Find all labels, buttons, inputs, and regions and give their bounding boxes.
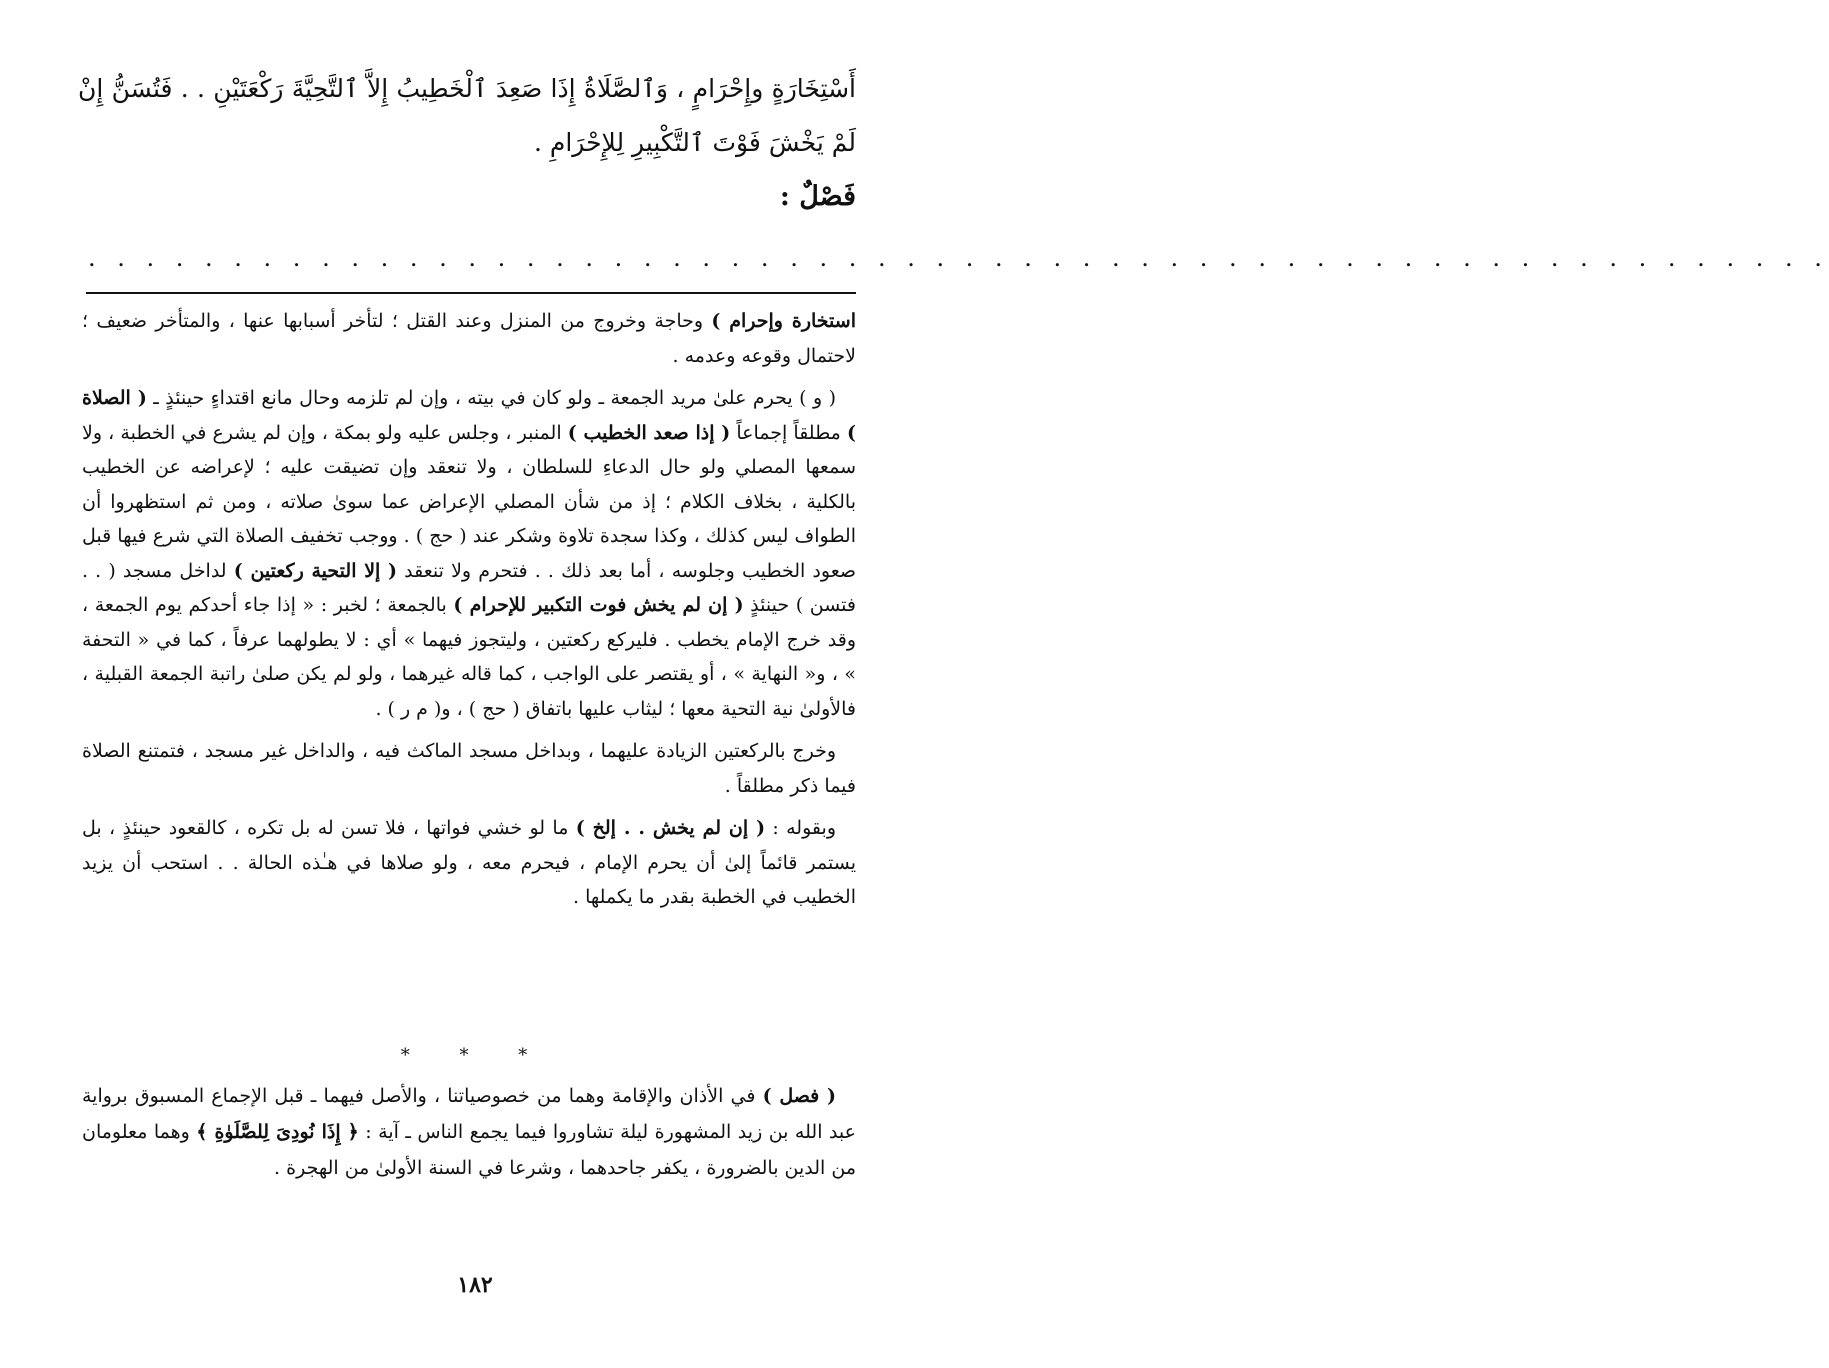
paragraph-text: بالجمعة ؛ لخبر : « إذا جاء أحدكم يوم الجمعة ، وقد خرج الإمام يخطب . فليركع ركعتين ، وليتجوز فيهما » أي : لا يطولهما عرفاً ، كما في « التحفة » ، و« النهاية » ، أو يقتصر على الواجب ، كما قاله غيرهما ، ولو لم يكن صلىٰ راتبة الجمعة القبلية ، فالأولىٰ نية التحية معها ؛ ليثاب عليها باتفاق ( حج ) ، و( م ر ) . (82, 594, 856, 720)
paragraph-text: لداخل مسجد ( . . فتسن ) حينئذٍ (82, 559, 856, 616)
fasl-heading: فَصْلٌ : (779, 181, 856, 212)
paragraph-text: ما لو خشي فواتها ، فلا تسن له بل تكره ، كالقعود حينئذٍ ، بل يستمر قائماً إلىٰ أن يحرم الإمام ، فيحرم معه ، ولو صلاها في هـٰذه الحالة . . استحب أن يزيد الخطيب في الخطبة بقدر ما يكملها . (82, 817, 856, 908)
page-number: ١٨٢ (457, 1272, 493, 1298)
paragraph-text: وحاجة وخروج من المنزل وعند القتل ؛ لتأخر أسبابها عنها ، والمتأخر ضعيف ؛ لاحتمال وقوعه وعدمه . (82, 310, 856, 367)
bold-term: ( الصلاة ) (82, 387, 857, 444)
section-separator-stars: * * * (400, 1045, 550, 1066)
commentary-paragraph (82, 304, 856, 373)
fasl-section (82, 1078, 856, 1186)
fasl-title: ( فصل ) (762, 1085, 836, 1107)
paragraph-text: وهما معلومان من الدين بالضرورة ، يكفر جاحدهما ، وشرعا في السنة الأولىٰ من الهجرة . (82, 1121, 856, 1179)
paragraph-text: مطلقاً إجماعاً (730, 421, 848, 444)
fasl-paragraph (82, 1078, 856, 1186)
bold-term: استخارة وإحرام ) (711, 310, 856, 332)
paragraph-text: المنبر ، وجلس عليه ولو بمكة ، وإن لم يشرع في الخطبة ، ولا سمعها المصلي ولو حال الدعاءِ للسلطان ، ولا تنعقد وإن تضيقت عليه ؛ لإعراضه عن الخطيب بالكلية ، بخلاف الكلام ؛ إذ من شأن المصلي الإعراض عما سوىٰ صلاته ، ومن ثم استظهروا أن الطواف ليس كذلك ، وكذا سجدة تلاوة وشكر عند ( حج ) . ووجب تخفيف الصلاة التي شرع فيها قبل صعود الخطيب وجلوسه ، أما بعد ذلك . . فتحرم ولا تنعقد (82, 421, 857, 582)
matn-text (78, 62, 856, 224)
commentary-paragraph (82, 811, 856, 915)
paragraph-text: وبقوله : (765, 817, 836, 839)
commentary-paragraph (82, 381, 856, 726)
horizontal-rule (86, 292, 856, 294)
commentary-text (82, 304, 856, 923)
bold-term: ( إذا صعد الخطيب ) (567, 421, 731, 444)
matn-line: أَسْتِخَارَةٍ وإِحْرَامٍ ، وَٱلصَّلَاةُ إِذَا صَعِدَ ٱلْخَطِيبُ إِلاَّ ٱلتَّحِيَّةَ رَكْعَتَيْنِ . . فَتُسَنُّ إِنْ لَمْ يَخْشَ فَوْتَ ٱلتَّكْبِيرِ لِلإِحْرَامِ . (78, 74, 856, 157)
paragraph-text: ( و ) يحرم علىٰ مريد الجمعة ـ ولو كان في بيته ، وإن لم تلزمه وحال مانع اقتداءٍ حينئذٍ ـ (146, 387, 836, 409)
commentary-paragraph: وخرج بالركعتين الزيادة عليهما ، وبداخل مسجد الماكث فيه ، والداخل غير مسجد ، فتمتنع الصلاة فيما ذكر مطلقاً . (82, 740, 856, 797)
bold-term: ( إن لم يخش . . إلخ ) (575, 817, 766, 839)
bold-term: ( إلا التحية ركعتين ) (233, 559, 398, 582)
quran-ayah: ﴿ إِذَا نُودِىَ لِلصَّلَوٰةِ ﴾ (196, 1121, 359, 1143)
dotted-separator: . . . . . . . . . . . . . . . . . . . . . . . . . . . . . . . . . . . . . . . . . . . . . . . . . . . . . . . . . . . . (88, 244, 1829, 272)
paragraph-text: في الأذان والإقامة وهما من خصوصياتنا ، والأصل فيهما ـ قبل الإجماع المسبوق برواية عبد الله بن زيد المشهورة ليلة تشاوروا فيما يجمع الناس ـ آية : (82, 1085, 856, 1143)
bold-term: ( إن لم يخش فوت التكبير للإحرام ) (453, 594, 744, 616)
